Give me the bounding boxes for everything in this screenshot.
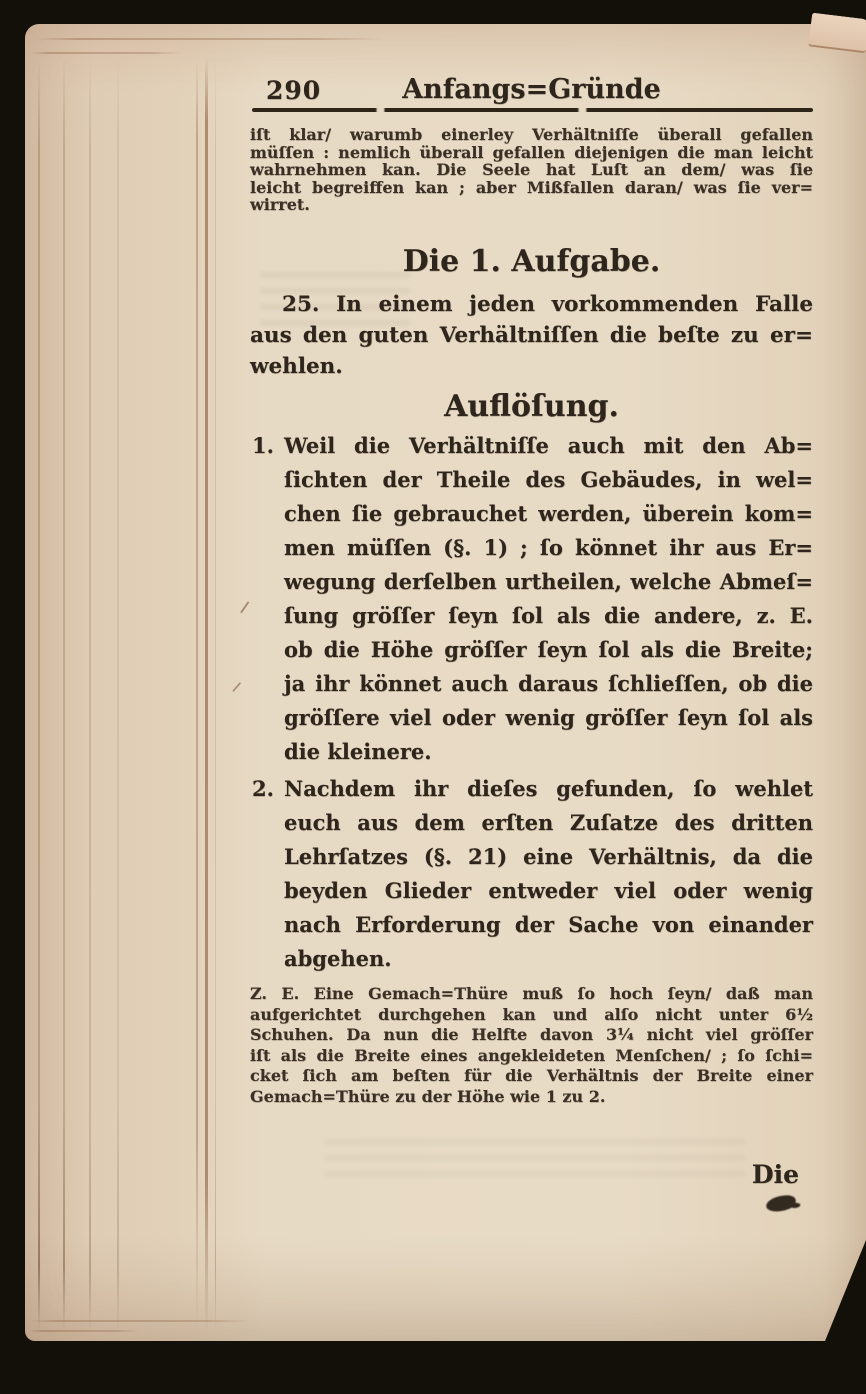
text-line: euch aus dem erſten Zuſatze des dritten xyxy=(284,810,813,835)
text-line: wirret. xyxy=(250,195,310,215)
header-rule xyxy=(252,108,813,112)
text-line: wahrnehmen kan. Die Seele hat Luſt an dem/ was ſie xyxy=(250,160,813,180)
text-line: wehlen. xyxy=(250,354,343,379)
text-line: abgehen. xyxy=(284,946,392,971)
aufloesung-heading: Auflöſung. xyxy=(444,389,619,424)
running-header: Anfangs=Gründe xyxy=(402,74,661,105)
text-line: Z. E. Eine Gemach=Thüre muß ſo hoch ſeyn/ daß man xyxy=(250,984,813,1003)
text-line: ja ihr könnet auch daraus ſchlieſſen, ob die xyxy=(284,671,813,696)
page-number: 290 xyxy=(266,76,322,105)
text-line: leicht begreiffen kan ; aber Mißfallen daran/ was ſie ver= xyxy=(250,177,813,197)
page-edge-line xyxy=(38,58,40,1331)
text-line: ſichten der Theile des Gebäudes, in wel= xyxy=(284,467,813,492)
photo-frame-left xyxy=(0,0,25,1394)
text-line: wegung derſelben urtheilen, welche Abmeſ= xyxy=(284,569,813,594)
item-number: 2. xyxy=(252,776,274,801)
text-line: müſſen : nemlich überall gefallen diejenigen die man leicht xyxy=(250,142,813,162)
page-header xyxy=(250,74,813,108)
text-line: Weil die Verhältniſſe auch mit den Ab= xyxy=(284,433,813,458)
page-edge-line xyxy=(215,58,216,1331)
example-paragraph xyxy=(250,984,813,1108)
solution-item-2 xyxy=(250,772,813,976)
aufgabe-heading: Die 1. Aufgabe. xyxy=(402,244,661,279)
photo-frame-top xyxy=(0,0,866,24)
margin-mark: / xyxy=(239,597,251,617)
ink-smudge xyxy=(765,1194,797,1213)
text-line: beyden Glieder entweder viel oder wenig xyxy=(284,878,813,903)
text-line: iſt als die Breite eines angekleideten Menſchen/ ; ſo ſchi= xyxy=(250,1045,813,1065)
text-line: 25. In einem jeden vorkommenden Falle xyxy=(282,292,813,317)
text-line: Lehrſatzes (§. 21) eine Verhältnis, da die xyxy=(284,844,813,869)
text-line: aufgerichtet durchgehen kan und alſo nicht unter 6½ xyxy=(250,1004,813,1024)
text-line: iſt klar/ warumb einerley Verhältniſſe überall gefallen xyxy=(250,125,813,144)
page-edge-line xyxy=(63,58,65,1331)
text-line: Schuhen. Da nun die Helfte davon 3¼ nicht viel gröſſer xyxy=(250,1025,813,1045)
solution-item-1 xyxy=(250,429,813,769)
text-line: chen ſie gebrauchet werden, überein kom= xyxy=(284,501,813,526)
catchword: Die xyxy=(751,1160,799,1189)
text-line: ſung gröſſer ſeyn ſol als die andere, z. E. xyxy=(284,603,813,628)
intro-paragraph xyxy=(250,126,813,214)
text-line: ob die Höhe gröſſer ſeyn ſol als die Breite; xyxy=(284,637,813,662)
page-edge-line xyxy=(29,1330,139,1332)
page-edge-line xyxy=(31,52,181,54)
item-number: 1. xyxy=(252,433,274,458)
page-edge-line xyxy=(89,58,91,1331)
text-line: Nachdem ihr dieſes gefunden, ſo wehlet xyxy=(284,776,813,801)
page-edge-line xyxy=(31,1320,251,1322)
text-line: nach Erforderung der Sache von einander xyxy=(284,912,813,937)
text-line: cket ſich am beſten für die Verhältnis der Breite einer xyxy=(250,1066,813,1086)
text-line: Gemach=Thüre zu der Höhe wie 1 zu 2. xyxy=(250,1086,606,1106)
text-line: die kleinere. xyxy=(284,739,432,764)
aufgabe-statement xyxy=(250,289,813,382)
text-line: gröſſere viel oder wenig gröſſer ſeyn ſol als xyxy=(284,705,813,730)
text-line: aus den guten Verhältniſſen die beſte zu er= xyxy=(250,323,813,348)
text-line: men müſſen (§. 1) ; ſo könnet ihr aus Er= xyxy=(284,535,813,560)
page-edge-line xyxy=(205,58,208,1331)
page-edge-line xyxy=(117,58,119,1331)
page-edge-line xyxy=(196,58,198,1331)
page-corner-flap xyxy=(808,13,866,54)
margin-mark: / xyxy=(231,679,242,696)
photo-frame-bottom xyxy=(0,1341,866,1394)
text-column xyxy=(231,0,813,1394)
